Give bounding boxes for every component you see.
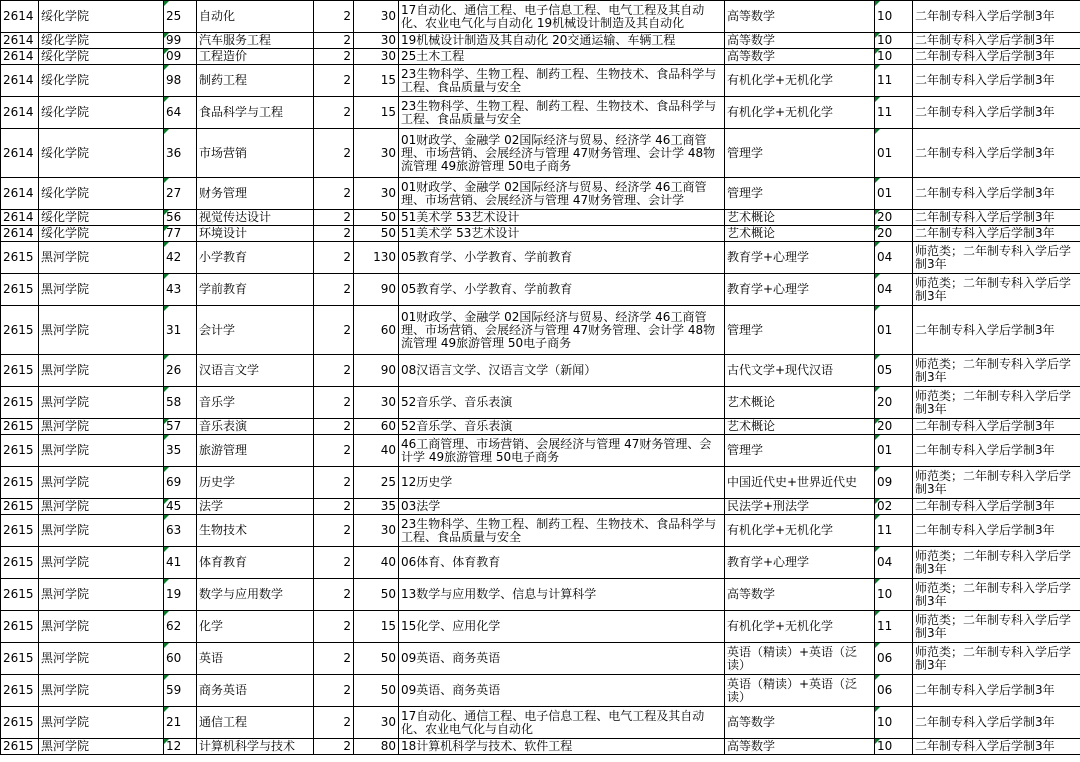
exam-subject-cell: 高等数学 [725, 33, 875, 49]
exam-code-cell: 20 [875, 226, 913, 242]
exam-subject-cell: 艺术概论 [725, 387, 875, 419]
source-majors-cell: 17自动化、通信工程、电子信息工程、电气工程及其自动化、农业电气化与自动化 [399, 707, 725, 739]
source-majors-cell: 01财政学、金融学 02国际经济与贸易、经济学 46工商管理、市场营销、会展经济与管理 47财务管理、会计学 48物流管理 49旅游管理 50电子商务 [399, 129, 725, 178]
exam-code-cell: 20 [875, 419, 913, 435]
years-cell: 2 [314, 611, 354, 643]
quota-cell: 50 [354, 210, 399, 226]
school-code-cell: 2614 [1, 97, 39, 129]
quota-cell: 50 [354, 579, 399, 611]
note-cell: 师范类；二年制专科入学后学制3年 [913, 274, 1080, 306]
note-cell: 二年制专科入学后学制3年 [913, 65, 1080, 97]
years-cell: 2 [314, 419, 354, 435]
years-cell: 2 [314, 643, 354, 675]
note-cell: 师范类；二年制专科入学后学制3年 [913, 467, 1080, 499]
major-code-cell: 57 [164, 419, 197, 435]
major-code-cell: 60 [164, 643, 197, 675]
source-majors-cell: 13数学与应用数学、信息与计算科学 [399, 579, 725, 611]
school-code-cell: 2615 [1, 274, 39, 306]
table-row [1, 419, 1080, 435]
note-cell: 二年制专科入学后学制3年 [913, 739, 1080, 755]
note-cell: 师范类；二年制专科入学后学制3年 [913, 547, 1080, 579]
quota-cell: 40 [354, 435, 399, 467]
major-code-cell: 41 [164, 547, 197, 579]
school-name-cell: 黑河学院 [39, 387, 164, 419]
major-code-cell: 98 [164, 65, 197, 97]
major-name-cell: 制药工程 [197, 65, 314, 97]
note-cell: 二年制专科入学后学制3年 [913, 33, 1080, 49]
note-cell: 师范类；二年制专科入学后学制3年 [913, 387, 1080, 419]
major-name-cell: 音乐表演 [197, 419, 314, 435]
exam-code-cell: 11 [875, 65, 913, 97]
exam-code-cell: 10 [875, 739, 913, 755]
note-cell: 二年制专科入学后学制3年 [913, 707, 1080, 739]
quota-cell: 15 [354, 97, 399, 129]
school-name-cell: 绥化学院 [39, 49, 164, 65]
major-code-cell: 58 [164, 387, 197, 419]
school-name-cell: 黑河学院 [39, 611, 164, 643]
major-name-cell: 旅游管理 [197, 435, 314, 467]
note-cell: 二年制专科入学后学制3年 [913, 226, 1080, 242]
major-code-cell: 69 [164, 467, 197, 499]
table-row [1, 355, 1080, 387]
school-code-cell: 2615 [1, 435, 39, 467]
source-majors-cell: 05教育学、小学教育、学前教育 [399, 274, 725, 306]
school-code-cell: 2615 [1, 579, 39, 611]
major-name-cell: 商务英语 [197, 675, 314, 707]
years-cell: 2 [314, 707, 354, 739]
exam-code-cell: 11 [875, 97, 913, 129]
note-cell: 师范类；二年制专科入学后学制3年 [913, 355, 1080, 387]
major-code-cell: 43 [164, 274, 197, 306]
school-name-cell: 绥化学院 [39, 65, 164, 97]
school-code-cell: 2615 [1, 739, 39, 755]
quota-cell: 30 [354, 707, 399, 739]
table-row [1, 210, 1080, 226]
exam-code-cell: 04 [875, 274, 913, 306]
exam-subject-cell: 高等数学 [725, 49, 875, 65]
school-name-cell: 绥化学院 [39, 178, 164, 210]
exam-code-cell: 01 [875, 129, 913, 178]
exam-subject-cell: 古代文学+现代汉语 [725, 355, 875, 387]
school-code-cell: 2614 [1, 49, 39, 65]
exam-subject-cell: 艺术概论 [725, 210, 875, 226]
school-name-cell: 黑河学院 [39, 274, 164, 306]
note-cell: 二年制专科入学后学制3年 [913, 178, 1080, 210]
school-code-cell: 2615 [1, 675, 39, 707]
major-name-cell: 会计学 [197, 306, 314, 355]
exam-subject-cell: 英语（精读）+英语（泛读） [725, 675, 875, 707]
quota-cell: 50 [354, 643, 399, 675]
quota-cell: 90 [354, 274, 399, 306]
quota-cell: 30 [354, 129, 399, 178]
exam-code-cell: 20 [875, 387, 913, 419]
table-row [1, 65, 1080, 97]
quota-cell: 30 [354, 178, 399, 210]
note-cell: 二年制专科入学后学制3年 [913, 515, 1080, 547]
major-name-cell: 自动化 [197, 1, 314, 33]
major-name-cell: 体育教育 [197, 547, 314, 579]
major-code-cell: 63 [164, 515, 197, 547]
major-name-cell: 计算机科学与技术 [197, 739, 314, 755]
years-cell: 2 [314, 467, 354, 499]
table-row [1, 387, 1080, 419]
source-majors-cell: 09英语、商务英语 [399, 643, 725, 675]
school-name-cell: 绥化学院 [39, 129, 164, 178]
major-name-cell: 英语 [197, 643, 314, 675]
school-code-cell: 2615 [1, 242, 39, 274]
quota-cell: 30 [354, 1, 399, 33]
source-majors-cell: 03法学 [399, 499, 725, 515]
source-majors-cell: 01财政学、金融学 02国际经济与贸易、经济学 46工商管理、市场营销、会展经济与管理 47财务管理、会计学 48物流管理 49旅游管理 50电子商务 [399, 306, 725, 355]
major-name-cell: 小学教育 [197, 242, 314, 274]
exam-subject-cell: 高等数学 [725, 579, 875, 611]
school-name-cell: 绥化学院 [39, 97, 164, 129]
note-cell: 师范类；二年制专科入学后学制3年 [913, 242, 1080, 274]
years-cell: 2 [314, 49, 354, 65]
years-cell: 2 [314, 355, 354, 387]
major-name-cell: 法学 [197, 499, 314, 515]
table-row [1, 675, 1080, 707]
school-name-cell: 黑河学院 [39, 419, 164, 435]
major-name-cell: 财务管理 [197, 178, 314, 210]
school-code-cell: 2615 [1, 419, 39, 435]
major-code-cell: 56 [164, 210, 197, 226]
exam-subject-cell: 管理学 [725, 306, 875, 355]
exam-code-cell: 10 [875, 707, 913, 739]
quota-cell: 50 [354, 226, 399, 242]
years-cell: 2 [314, 65, 354, 97]
table-row [1, 579, 1080, 611]
exam-subject-cell: 教育学+心理学 [725, 274, 875, 306]
exam-code-cell: 11 [875, 611, 913, 643]
school-code-cell: 2615 [1, 547, 39, 579]
source-majors-cell: 12历史学 [399, 467, 725, 499]
years-cell: 2 [314, 33, 354, 49]
school-code-cell: 2614 [1, 1, 39, 33]
exam-subject-cell: 英语（精读）+英语（泛读） [725, 643, 875, 675]
quota-cell: 15 [354, 65, 399, 97]
major-name-cell: 视觉传达设计 [197, 210, 314, 226]
school-code-cell: 2614 [1, 178, 39, 210]
school-name-cell: 绥化学院 [39, 210, 164, 226]
major-name-cell: 食品科学与工程 [197, 97, 314, 129]
table-row [1, 611, 1080, 643]
years-cell: 2 [314, 129, 354, 178]
table-row [1, 499, 1080, 515]
note-cell: 师范类；二年制专科入学后学制3年 [913, 643, 1080, 675]
years-cell: 2 [314, 579, 354, 611]
source-majors-cell: 51美术学 53艺术设计 [399, 226, 725, 242]
exam-code-cell: 05 [875, 355, 913, 387]
school-code-cell: 2614 [1, 210, 39, 226]
note-cell: 二年制专科入学后学制3年 [913, 49, 1080, 65]
exam-subject-cell: 高等数学 [725, 1, 875, 33]
major-name-cell: 汽车服务工程 [197, 33, 314, 49]
note-cell: 二年制专科入学后学制3年 [913, 419, 1080, 435]
major-code-cell: 35 [164, 435, 197, 467]
exam-subject-cell: 教育学+心理学 [725, 547, 875, 579]
table-row [1, 1, 1080, 33]
years-cell: 2 [314, 97, 354, 129]
source-majors-cell: 23生物科学、生物工程、制药工程、生物技术、食品科学与工程、食品质量与安全 [399, 515, 725, 547]
table-row [1, 739, 1080, 755]
table-row [1, 129, 1080, 178]
major-name-cell: 通信工程 [197, 707, 314, 739]
exam-subject-cell: 有机化学+无机化学 [725, 611, 875, 643]
exam-code-cell: 02 [875, 499, 913, 515]
source-majors-cell: 08汉语言文学、汉语言文学（新闻） [399, 355, 725, 387]
table-row [1, 643, 1080, 675]
source-majors-cell: 19机械设计制造及其自动化 20交通运输、车辆工程 [399, 33, 725, 49]
note-cell: 二年制专科入学后学制3年 [913, 210, 1080, 226]
exam-subject-cell: 有机化学+无机化学 [725, 515, 875, 547]
exam-code-cell: 10 [875, 49, 913, 65]
table-row [1, 242, 1080, 274]
table-row [1, 49, 1080, 65]
table-body [1, 1, 1080, 755]
quota-cell: 60 [354, 306, 399, 355]
school-code-cell: 2615 [1, 707, 39, 739]
note-cell: 二年制专科入学后学制3年 [913, 435, 1080, 467]
school-name-cell: 黑河学院 [39, 547, 164, 579]
source-majors-cell: 51美术学 53艺术设计 [399, 210, 725, 226]
quota-cell: 130 [354, 242, 399, 274]
years-cell: 2 [314, 306, 354, 355]
source-majors-cell: 15化学、应用化学 [399, 611, 725, 643]
source-majors-cell: 09英语、商务英语 [399, 675, 725, 707]
quota-cell: 30 [354, 33, 399, 49]
major-name-cell: 历史学 [197, 467, 314, 499]
exam-code-cell: 04 [875, 547, 913, 579]
major-name-cell: 工程造价 [197, 49, 314, 65]
major-name-cell: 生物技术 [197, 515, 314, 547]
exam-subject-cell: 高等数学 [725, 739, 875, 755]
exam-subject-cell: 有机化学+无机化学 [725, 97, 875, 129]
school-code-cell: 2615 [1, 355, 39, 387]
quota-cell: 40 [354, 547, 399, 579]
school-name-cell: 黑河学院 [39, 643, 164, 675]
quota-cell: 80 [354, 739, 399, 755]
school-code-cell: 2615 [1, 467, 39, 499]
table-row [1, 97, 1080, 129]
major-code-cell: 09 [164, 49, 197, 65]
school-name-cell: 黑河学院 [39, 515, 164, 547]
school-name-cell: 黑河学院 [39, 242, 164, 274]
exam-subject-cell: 艺术概论 [725, 419, 875, 435]
source-majors-cell: 46工商管理、市场营销、会展经济与管理 47财务管理、会计学 49旅游管理 50电子商务 [399, 435, 725, 467]
school-name-cell: 绥化学院 [39, 33, 164, 49]
source-majors-cell: 17自动化、通信工程、电子信息工程、电气工程及其自动化、农业电气化与自动化 19机械设计制造及其自动化 [399, 1, 725, 33]
table-row [1, 274, 1080, 306]
exam-subject-cell: 中国近代史+世界近代史 [725, 467, 875, 499]
school-code-cell: 2614 [1, 65, 39, 97]
major-name-cell: 音乐学 [197, 387, 314, 419]
quota-cell: 35 [354, 499, 399, 515]
exam-subject-cell: 教育学+心理学 [725, 242, 875, 274]
major-code-cell: 21 [164, 707, 197, 739]
major-code-cell: 26 [164, 355, 197, 387]
school-code-cell: 2615 [1, 306, 39, 355]
years-cell: 2 [314, 387, 354, 419]
years-cell: 2 [314, 515, 354, 547]
school-name-cell: 黑河学院 [39, 675, 164, 707]
years-cell: 2 [314, 739, 354, 755]
note-cell: 师范类；二年制专科入学后学制3年 [913, 579, 1080, 611]
table-row [1, 547, 1080, 579]
school-name-cell: 黑河学院 [39, 707, 164, 739]
school-code-cell: 2614 [1, 33, 39, 49]
major-code-cell: 25 [164, 1, 197, 33]
exam-code-cell: 01 [875, 306, 913, 355]
school-name-cell: 黑河学院 [39, 306, 164, 355]
major-code-cell: 27 [164, 178, 197, 210]
major-code-cell: 64 [164, 97, 197, 129]
school-code-cell: 2614 [1, 129, 39, 178]
school-name-cell: 黑河学院 [39, 467, 164, 499]
table-row [1, 226, 1080, 242]
major-name-cell: 学前教育 [197, 274, 314, 306]
exam-code-cell: 04 [875, 242, 913, 274]
exam-code-cell: 09 [875, 467, 913, 499]
quota-cell: 50 [354, 675, 399, 707]
school-name-cell: 黑河学院 [39, 499, 164, 515]
major-code-cell: 45 [164, 499, 197, 515]
quota-cell: 15 [354, 611, 399, 643]
exam-subject-cell: 艺术概论 [725, 226, 875, 242]
quota-cell: 60 [354, 419, 399, 435]
exam-code-cell: 06 [875, 643, 913, 675]
exam-code-cell: 10 [875, 33, 913, 49]
source-majors-cell: 25土木工程 [399, 49, 725, 65]
table-row [1, 178, 1080, 210]
table-row [1, 707, 1080, 739]
exam-code-cell: 01 [875, 178, 913, 210]
exam-code-cell: 10 [875, 579, 913, 611]
school-code-cell: 2615 [1, 499, 39, 515]
school-code-cell: 2615 [1, 515, 39, 547]
note-cell: 二年制专科入学后学制3年 [913, 1, 1080, 33]
major-name-cell: 化学 [197, 611, 314, 643]
exam-code-cell: 10 [875, 1, 913, 33]
note-cell: 二年制专科入学后学制3年 [913, 499, 1080, 515]
exam-code-cell: 20 [875, 210, 913, 226]
major-code-cell: 12 [164, 739, 197, 755]
years-cell: 2 [314, 547, 354, 579]
school-name-cell: 黑河学院 [39, 435, 164, 467]
school-name-cell: 黑河学院 [39, 579, 164, 611]
quota-cell: 30 [354, 387, 399, 419]
exam-code-cell: 11 [875, 515, 913, 547]
quota-cell: 90 [354, 355, 399, 387]
school-name-cell: 绥化学院 [39, 226, 164, 242]
exam-subject-cell: 管理学 [725, 129, 875, 178]
major-name-cell: 市场营销 [197, 129, 314, 178]
major-code-cell: 77 [164, 226, 197, 242]
table-row [1, 515, 1080, 547]
source-majors-cell: 23生物科学、生物工程、制药工程、生物技术、食品科学与工程、食品质量与安全 [399, 65, 725, 97]
quota-cell: 30 [354, 49, 399, 65]
years-cell: 2 [314, 242, 354, 274]
years-cell: 2 [314, 435, 354, 467]
years-cell: 2 [314, 1, 354, 33]
years-cell: 2 [314, 499, 354, 515]
table-row [1, 467, 1080, 499]
table-row [1, 306, 1080, 355]
quota-cell: 30 [354, 515, 399, 547]
note-cell: 二年制专科入学后学制3年 [913, 675, 1080, 707]
school-name-cell: 绥化学院 [39, 1, 164, 33]
major-name-cell: 汉语言文学 [197, 355, 314, 387]
major-code-cell: 59 [164, 675, 197, 707]
source-majors-cell: 18计算机科学与技术、软件工程 [399, 739, 725, 755]
years-cell: 2 [314, 675, 354, 707]
years-cell: 2 [314, 274, 354, 306]
source-majors-cell: 01财政学、金融学 02国际经济与贸易、经济学 46工商管理、市场营销、会展经济与管理 47财务管理、会计学 [399, 178, 725, 210]
years-cell: 2 [314, 226, 354, 242]
school-code-cell: 2615 [1, 643, 39, 675]
table-row [1, 435, 1080, 467]
major-name-cell: 环境设计 [197, 226, 314, 242]
note-cell: 二年制专科入学后学制3年 [913, 129, 1080, 178]
school-code-cell: 2614 [1, 226, 39, 242]
major-code-cell: 42 [164, 242, 197, 274]
major-code-cell: 99 [164, 33, 197, 49]
exam-subject-cell: 管理学 [725, 178, 875, 210]
exam-code-cell: 06 [875, 675, 913, 707]
major-code-cell: 36 [164, 129, 197, 178]
exam-subject-cell: 管理学 [725, 435, 875, 467]
school-name-cell: 黑河学院 [39, 739, 164, 755]
source-majors-cell: 23生物科学、生物工程、制药工程、生物技术、食品科学与工程、食品质量与安全 [399, 97, 725, 129]
source-majors-cell: 52音乐学、音乐表演 [399, 419, 725, 435]
major-code-cell: 19 [164, 579, 197, 611]
school-name-cell: 黑河学院 [39, 355, 164, 387]
exam-code-cell: 01 [875, 435, 913, 467]
major-code-cell: 62 [164, 611, 197, 643]
exam-subject-cell: 高等数学 [725, 707, 875, 739]
exam-subject-cell: 有机化学+无机化学 [725, 65, 875, 97]
source-majors-cell: 05教育学、小学教育、学前教育 [399, 242, 725, 274]
exam-subject-cell: 民法学+刑法学 [725, 499, 875, 515]
note-cell: 二年制专科入学后学制3年 [913, 97, 1080, 129]
source-majors-cell: 52音乐学、音乐表演 [399, 387, 725, 419]
quota-cell: 25 [354, 467, 399, 499]
school-code-cell: 2615 [1, 387, 39, 419]
note-cell: 师范类；二年制专科入学后学制3年 [913, 611, 1080, 643]
source-majors-cell: 06体育、体育教育 [399, 547, 725, 579]
years-cell: 2 [314, 178, 354, 210]
years-cell: 2 [314, 210, 354, 226]
major-name-cell: 数学与应用数学 [197, 579, 314, 611]
note-cell: 二年制专科入学后学制3年 [913, 306, 1080, 355]
major-code-cell: 31 [164, 306, 197, 355]
table-row [1, 33, 1080, 49]
school-code-cell: 2615 [1, 611, 39, 643]
